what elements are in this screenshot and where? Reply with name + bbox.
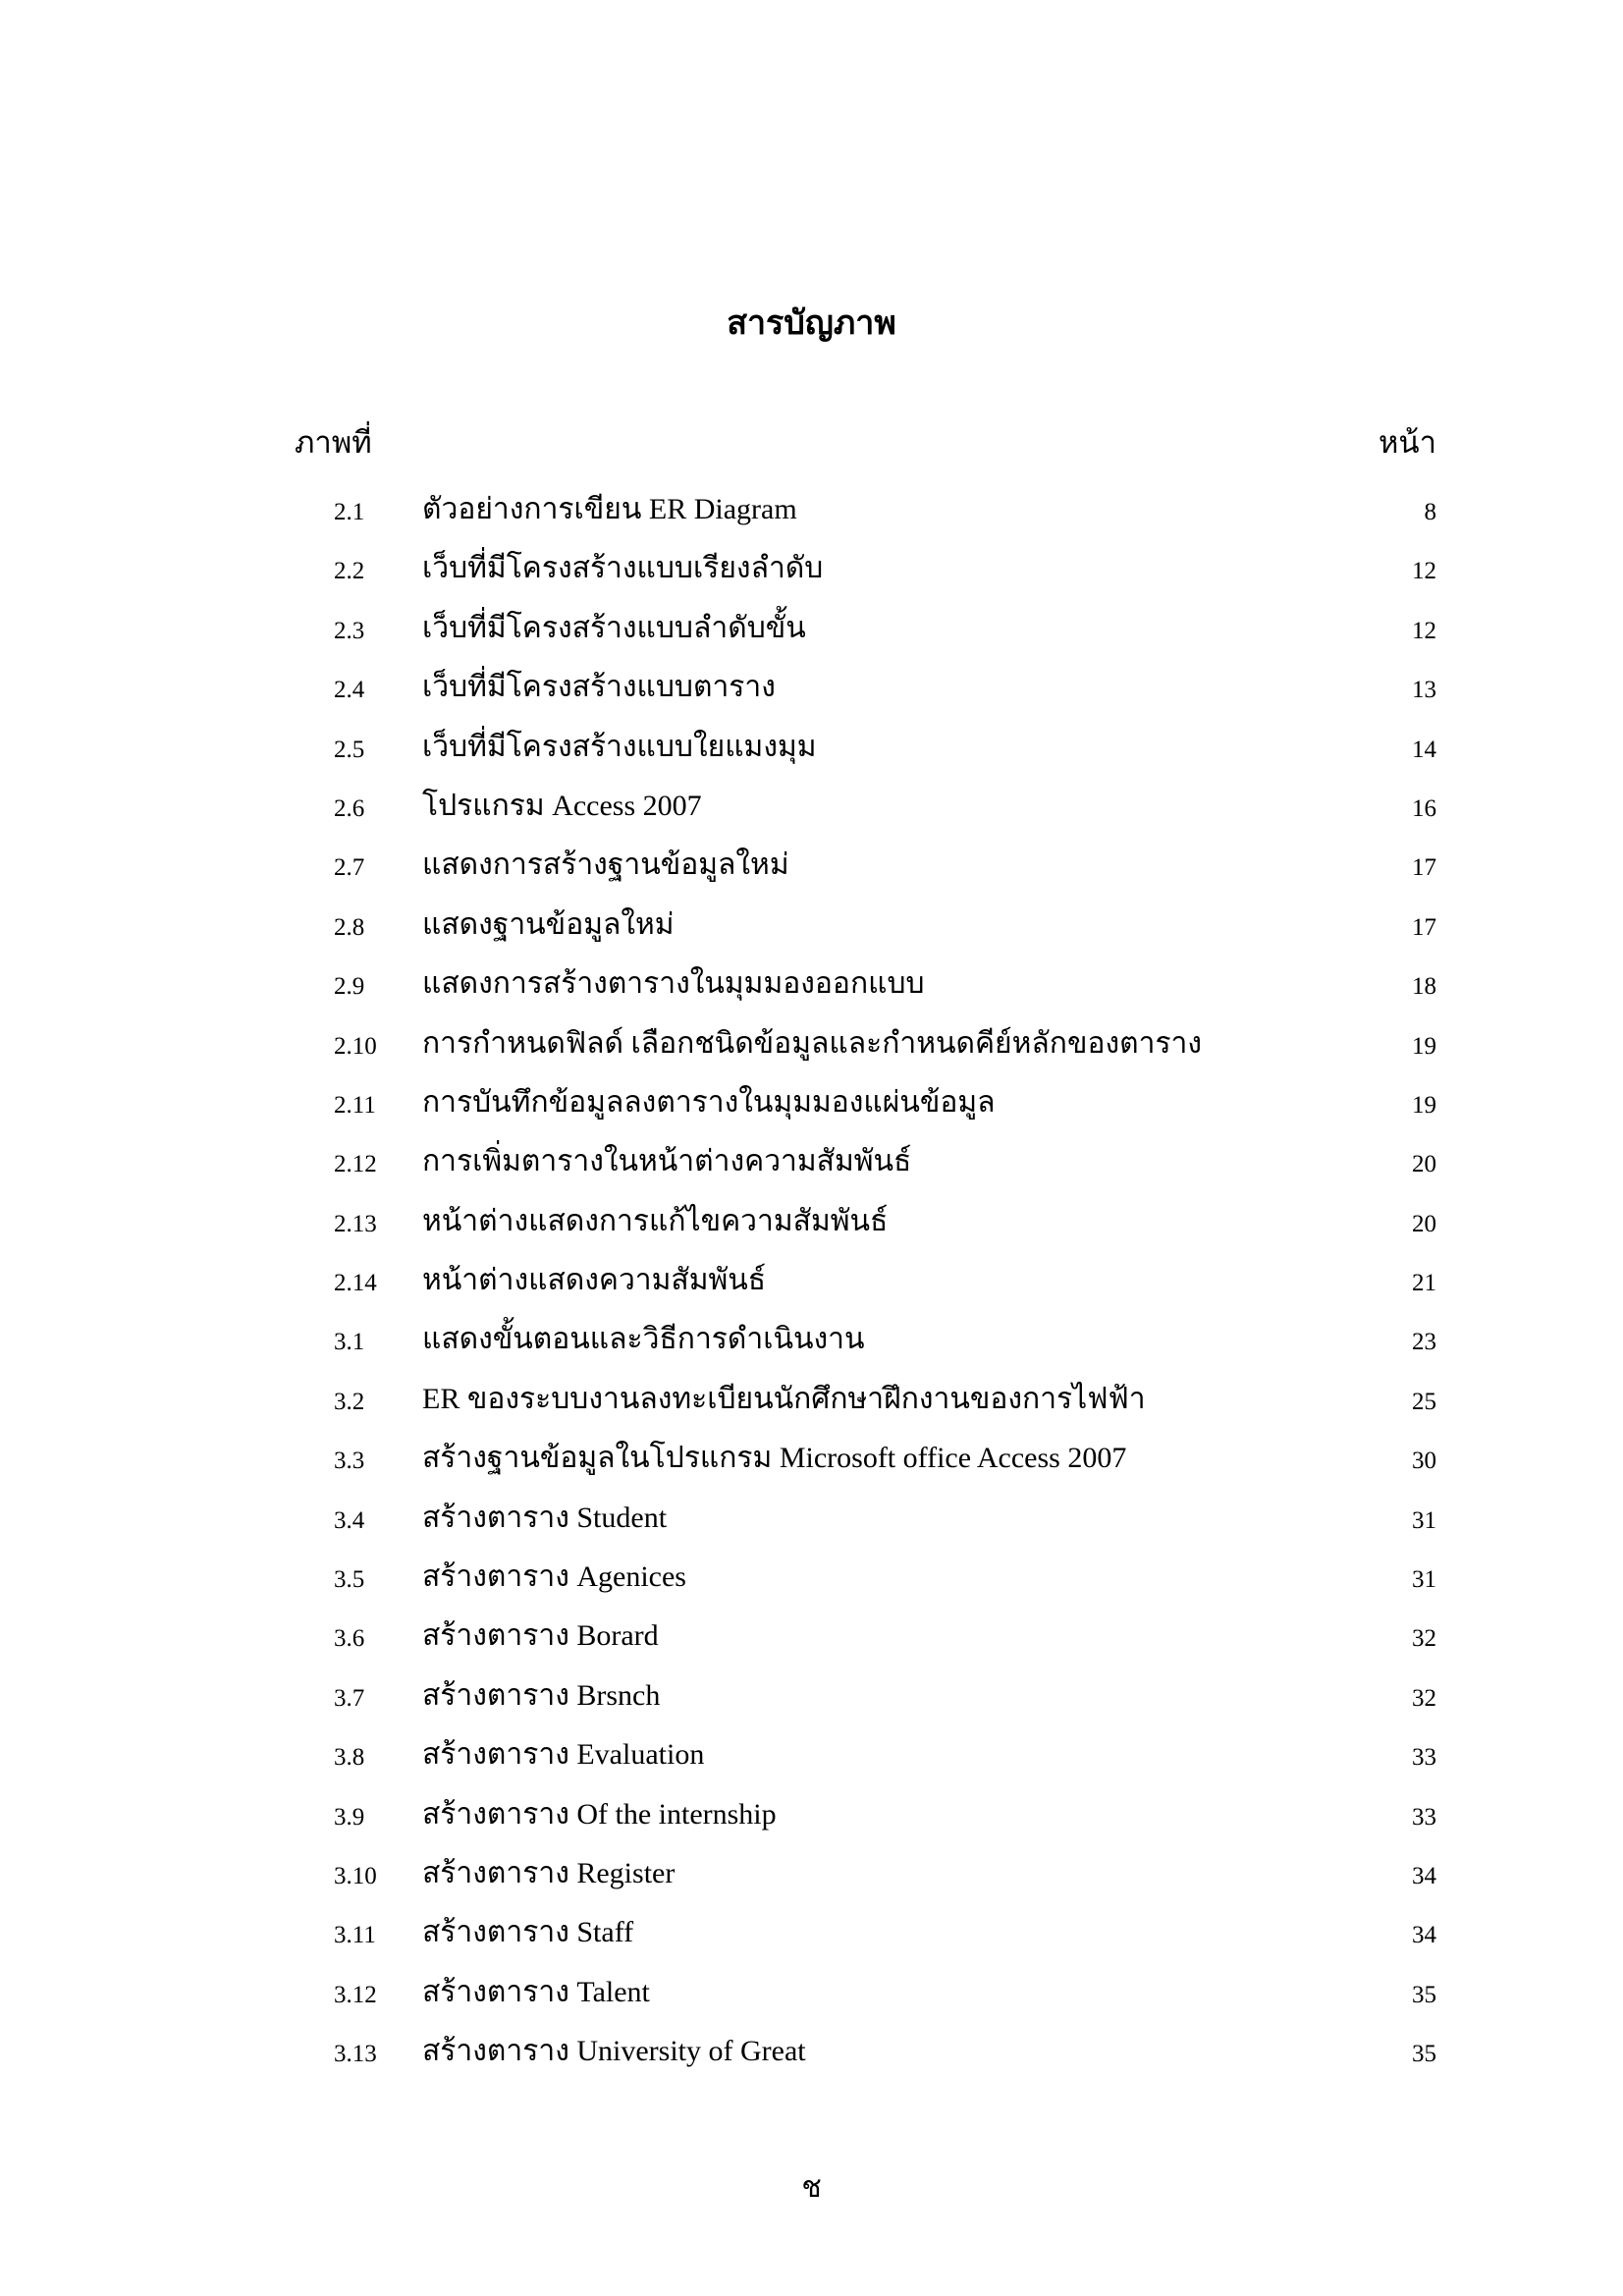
- figure-entry: [0, 1021, 1623, 1080]
- figure-caption: สร้างตาราง University of Great: [422, 2035, 806, 2068]
- figure-page-number: 35: [1412, 2041, 1436, 2068]
- figure-entry: [0, 1792, 1623, 1851]
- figure-caption: สร้างตาราง Student: [422, 1501, 668, 1534]
- page-number-footer: ช: [801, 2171, 822, 2204]
- figure-entry: [0, 902, 1623, 961]
- figure-caption: การกำหนดฟิลด์ เลือกชนิดข้อมูลและกำหนดคีย์หลักของตาราง: [422, 1026, 1203, 1060]
- figure-caption: แสดงการสร้างฐานข้อมูลใหม่: [422, 848, 789, 882]
- figure-caption: หน้าต่างแสดงความสัมพันธ์: [422, 1264, 767, 1297]
- figure-entry: [0, 1139, 1623, 1198]
- figure-number: 2.4: [334, 677, 365, 704]
- figure-number: 3.1: [334, 1329, 365, 1356]
- figure-number: 3.8: [334, 1744, 365, 1772]
- figure-number: 2.6: [334, 794, 365, 822]
- figure-entry: [0, 1732, 1623, 1791]
- figure-caption: สร้างตาราง Talent: [422, 1975, 650, 2008]
- page-title: สารบัญภาพ: [727, 305, 896, 342]
- figure-caption: การเพิ่มตารางในหน้าต่างความสัมพันธ์: [422, 1145, 912, 1178]
- figure-page-number: 12: [1412, 617, 1436, 644]
- figure-entry: [0, 546, 1623, 605]
- figure-caption: แสดงฐานข้อมูลใหม่: [422, 907, 675, 941]
- figure-page-number: 12: [1412, 558, 1436, 585]
- figure-number: 2.10: [334, 1032, 377, 1060]
- figure-entry: [0, 1080, 1623, 1139]
- figure-number: 2.13: [334, 1210, 377, 1237]
- figure-entry: [0, 843, 1623, 902]
- figure-page-number: 17: [1412, 913, 1436, 941]
- figure-number: 3.11: [334, 1922, 376, 1949]
- figure-caption: แสดงการสร้างตารางในมุมมองออกแบบ: [422, 967, 925, 1001]
- figure-entry: [0, 1496, 1623, 1555]
- figure-entry: [0, 1555, 1623, 1613]
- figure-page-number: 21: [1412, 1270, 1436, 1297]
- figure-number: 3.4: [334, 1506, 365, 1534]
- figure-caption: สร้างตาราง Borard: [422, 1619, 659, 1653]
- figure-caption: ตัวอย่างการเขียน ER Diagram: [422, 493, 797, 525]
- figure-caption: เว็บที่มีโครงสร้างแบบลำดับขั้น: [422, 611, 806, 644]
- figure-number-column-header: ภาพที่: [295, 425, 372, 460]
- figure-entry: [0, 1317, 1623, 1376]
- figure-page-number: 34: [1412, 1922, 1436, 1949]
- figure-entry: [0, 487, 1623, 546]
- figure-page-number: 34: [1412, 1862, 1436, 1889]
- figure-entry: [0, 1613, 1623, 1672]
- figure-page-number: 33: [1412, 1744, 1436, 1772]
- figure-number: 3.2: [334, 1388, 365, 1415]
- figure-number: 3.9: [334, 1803, 365, 1831]
- figure-number: 2.2: [334, 558, 365, 585]
- figure-caption: เว็บที่มีโครงสร้างแบบตาราง: [422, 671, 776, 704]
- figure-entry: [0, 1436, 1623, 1495]
- figure-page-number: 20: [1412, 1151, 1436, 1178]
- figure-page-number: 19: [1412, 1091, 1436, 1119]
- figure-entry: [0, 1851, 1623, 1910]
- figure-caption: เว็บที่มีโครงสร้างแบบเรียงลำดับ: [422, 552, 824, 585]
- figure-page-number: 31: [1412, 1566, 1436, 1594]
- figure-entry: [0, 1377, 1623, 1436]
- figure-list: [0, 487, 1623, 2089]
- figure-number: 3.13: [334, 2041, 377, 2068]
- figure-entry: [0, 1910, 1623, 1969]
- figure-entry: [0, 1258, 1623, 1317]
- figure-number: 3.7: [334, 1684, 365, 1712]
- figure-caption: สร้างฐานข้อมูลในโปรแกรม Microsoft office Access 2007: [422, 1442, 1127, 1475]
- figure-entry: [0, 665, 1623, 724]
- figure-entry: [0, 606, 1623, 665]
- figure-page-number: 30: [1412, 1448, 1436, 1475]
- figure-number: 2.14: [334, 1270, 377, 1297]
- figure-number: 3.6: [334, 1625, 365, 1653]
- figure-number: 2.12: [334, 1151, 377, 1178]
- figure-number: 2.7: [334, 854, 365, 882]
- figure-caption: สร้างตาราง Register: [422, 1856, 676, 1889]
- figure-entry: [0, 1970, 1623, 2029]
- figure-caption: การบันทึกข้อมูลลงตารางในมุมมองแผ่นข้อมูล: [422, 1085, 996, 1119]
- figure-number: 3.3: [334, 1448, 365, 1475]
- figure-number: 2.5: [334, 736, 365, 763]
- figure-page-number: 32: [1412, 1625, 1436, 1653]
- figure-page-number: 16: [1412, 794, 1436, 822]
- figure-page-number: 8: [1424, 499, 1436, 525]
- page-column-header: หน้า: [1378, 425, 1436, 460]
- figure-page-number: 13: [1412, 677, 1436, 704]
- figure-page-number: 17: [1412, 854, 1436, 882]
- figure-caption: สร้างตาราง Brsnch: [422, 1678, 661, 1712]
- figure-page-number: 31: [1412, 1506, 1436, 1534]
- figure-caption: สร้างตาราง Of the internship: [422, 1797, 777, 1831]
- figure-page-number: 18: [1412, 973, 1436, 1001]
- figure-entry: [0, 961, 1623, 1020]
- figure-page-number: 32: [1412, 1684, 1436, 1712]
- figure-caption: สร้างตาราง Staff: [422, 1916, 634, 1949]
- figure-number: 2.1: [334, 499, 365, 525]
- figure-number: 2.8: [334, 913, 365, 941]
- figure-entry: [0, 1673, 1623, 1732]
- figure-caption: ER ของระบบงานลงทะเบียนนักศึกษาฝึกงานของการไฟฟ้า: [422, 1382, 1146, 1415]
- figure-page-number: 14: [1412, 736, 1436, 763]
- figure-number: 2.3: [334, 617, 365, 644]
- figure-caption: โปรแกรม Access 2007: [422, 789, 702, 822]
- figure-number: 2.11: [334, 1091, 376, 1119]
- figure-entry: [0, 784, 1623, 843]
- figure-entry: [0, 725, 1623, 784]
- figure-caption: สร้างตาราง Evaluation: [422, 1738, 705, 1772]
- figure-page-number: 25: [1412, 1388, 1436, 1415]
- figure-number: 2.9: [334, 973, 365, 1001]
- figure-entry: [0, 2029, 1623, 2088]
- figure-page-number: 20: [1412, 1210, 1436, 1237]
- figure-caption: หน้าต่างแสดงการแก้ไขความสัมพันธ์: [422, 1204, 889, 1237]
- figure-number: 3.12: [334, 1981, 377, 2008]
- figure-caption: เว็บที่มีโครงสร้างแบบใยแมงมุม: [422, 730, 817, 763]
- figure-caption: สร้างตาราง Agenices: [422, 1560, 686, 1594]
- figure-caption: แสดงขั้นตอนและวิธีการดำเนินงาน: [422, 1323, 865, 1356]
- figure-number: 3.10: [334, 1862, 377, 1889]
- figure-number: 3.5: [334, 1566, 365, 1594]
- figure-page-number: 35: [1412, 1981, 1436, 2008]
- figure-entry: [0, 1199, 1623, 1258]
- figure-page-number: 19: [1412, 1032, 1436, 1060]
- figure-page-number: 23: [1412, 1329, 1436, 1356]
- figure-page-number: 33: [1412, 1803, 1436, 1831]
